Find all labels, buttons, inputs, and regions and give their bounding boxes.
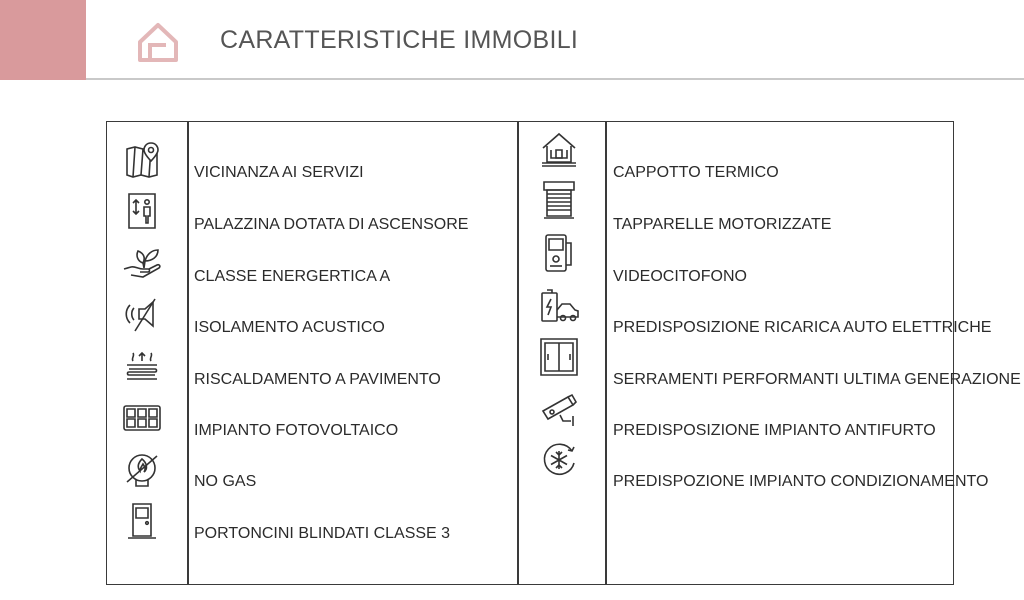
feature-label: IMPIANTO FOTOVOLTAICO [194, 422, 399, 439]
list-item [535, 183, 583, 219]
header-divider [86, 78, 1024, 80]
window-frame-icon [535, 337, 583, 377]
security-camera-icon [535, 390, 583, 430]
page-title: CARATTERISTICHE IMMOBILI [220, 26, 579, 54]
list-item [118, 193, 166, 229]
feature-label: PREDISPOSIZIONE RICARICA AUTO ELETTRICHE [613, 319, 992, 336]
solar-panel-icon [118, 398, 166, 438]
feature-label: SERRAMENTI PERFORMANTI ULTIMA GENERAZIONE [613, 371, 1021, 388]
list-item [535, 236, 583, 272]
feature-label: VICINANZA AI SERVIZI [194, 164, 364, 181]
list-item [118, 244, 166, 280]
feature-label: PREDISPOZIONE IMPIANTO CONDIZIONAMENTO [613, 473, 989, 490]
feature-label: PREDISPOSIZIONE IMPIANTO ANTIFURTO [613, 422, 936, 439]
list-item [118, 503, 166, 539]
feature-label: PALAZZINA DOTATA DI ASCENSORE [194, 216, 469, 233]
list-item [535, 289, 583, 325]
feature-label: CLASSE ENERGERTICA A [194, 268, 391, 285]
ev-charging-icon [535, 287, 583, 327]
list-item [118, 296, 166, 332]
list-item [535, 392, 583, 428]
map-pin-icon [118, 140, 166, 180]
column-divider [187, 122, 189, 584]
hand-leaf-icon [118, 242, 166, 282]
speaker-muted-icon [118, 294, 166, 334]
list-item [535, 339, 583, 375]
air-conditioning-icon [535, 440, 583, 480]
list-item [118, 348, 166, 384]
feature-label: NO GAS [194, 473, 257, 490]
feature-label: PORTONCINI BLINDATI CLASSE 3 [194, 525, 451, 542]
house-insulation-icon [535, 130, 583, 170]
column-divider [517, 122, 519, 584]
list-item [118, 400, 166, 436]
no-gas-icon [118, 449, 166, 489]
list-item [118, 142, 166, 178]
feature-label: CAPPOTTO TERMICO [613, 164, 779, 181]
elevator-icon [118, 191, 166, 231]
roller-shutter-icon [535, 181, 583, 221]
feature-label: ISOLAMENTO ACUSTICO [194, 319, 385, 336]
feature-label: VIDEOCITOFONO [613, 268, 747, 285]
house-outline-icon [136, 20, 180, 64]
header-accent-block [0, 0, 86, 80]
column-divider [605, 122, 607, 584]
video-intercom-icon [535, 234, 583, 274]
list-item [535, 442, 583, 478]
feature-label: RISCALDAMENTO A PAVIMENTO [194, 371, 441, 388]
list-item [118, 451, 166, 487]
feature-label: TAPPARELLE MOTORIZZATE [613, 216, 832, 233]
list-item [535, 132, 583, 168]
armored-door-icon [118, 501, 166, 541]
floor-heating-icon [118, 346, 166, 386]
